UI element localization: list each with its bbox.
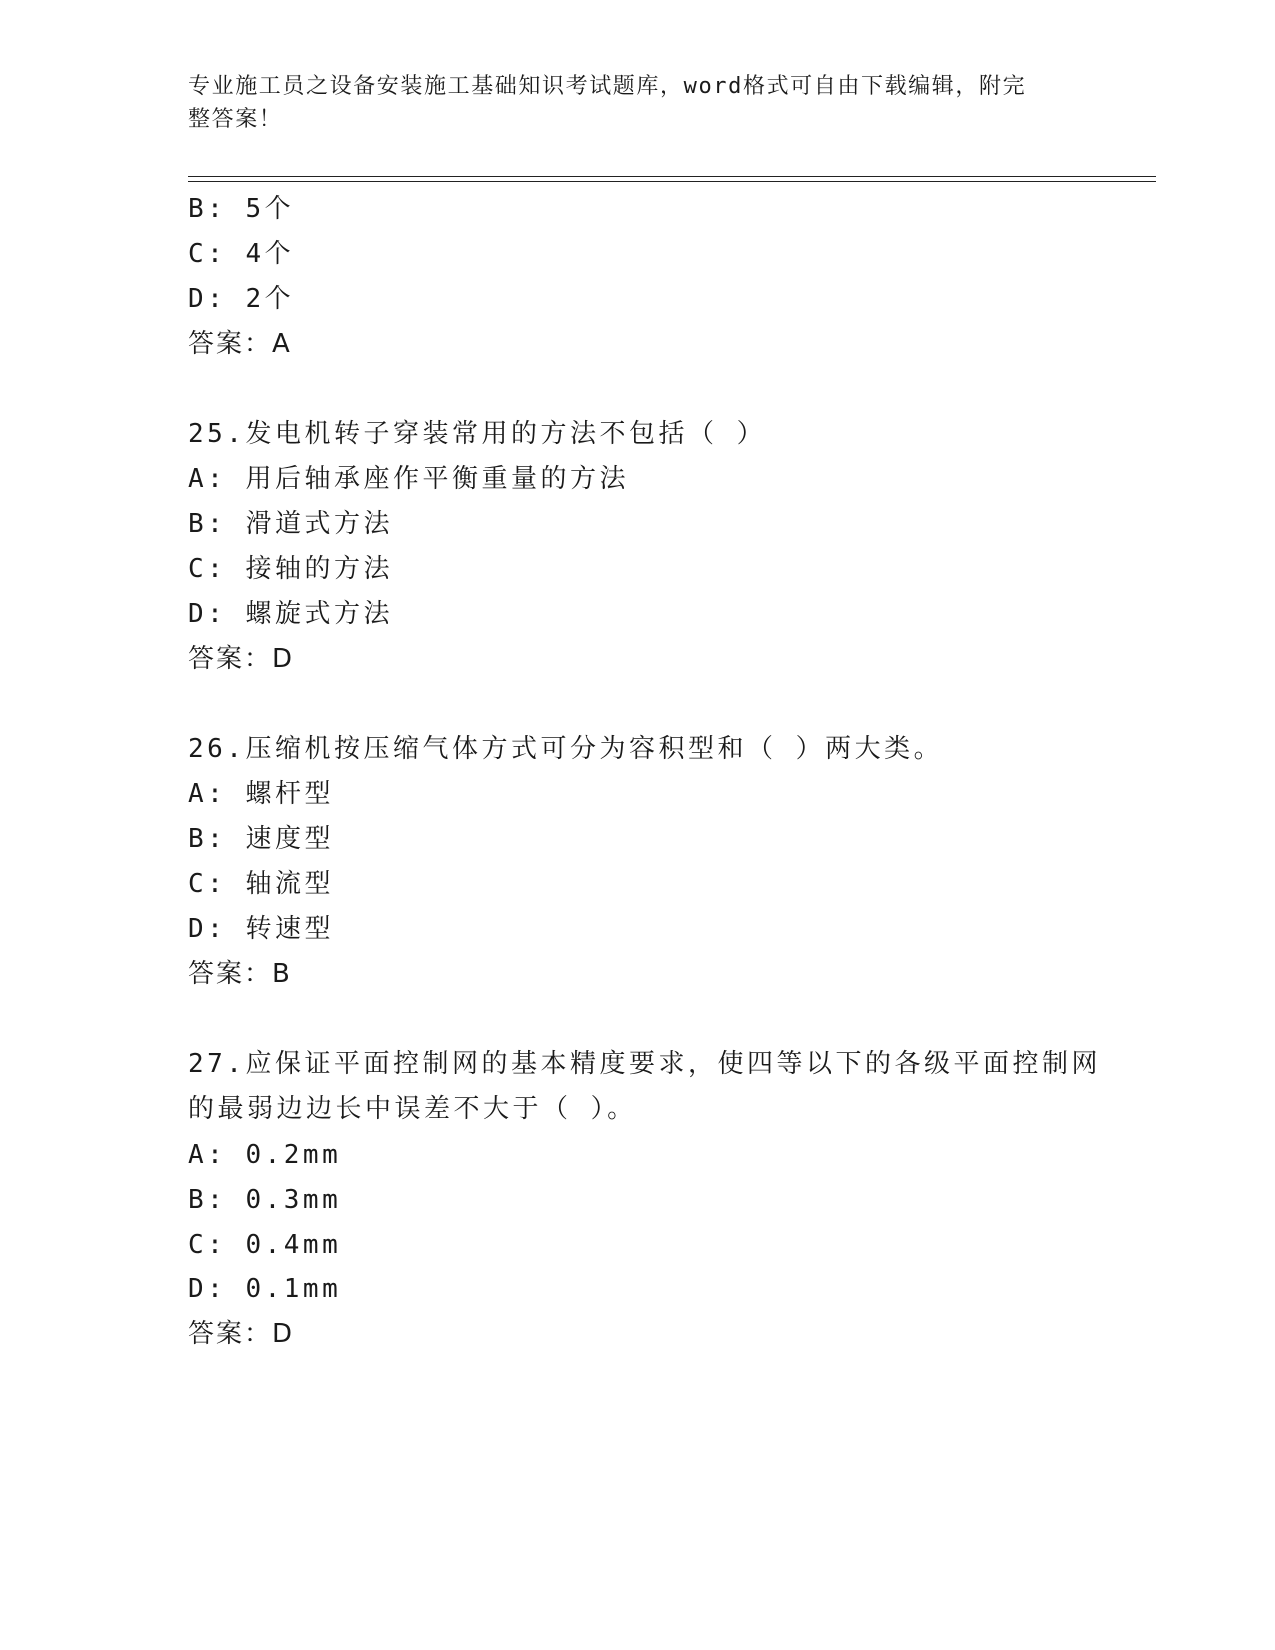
q25-question: 25.发电机转子穿装常用的方法不包括（ ） [188, 419, 767, 449]
q27-question-line-2: 的最弱边边长中误差不大于（ ）。 [188, 1094, 637, 1124]
document-header [188, 70, 1078, 136]
header-line-2: 整答案！ [188, 107, 283, 132]
q27-question-line-1: 27.应保证平面控制网的基本精度要求，使四等以下的各级平面控制网 [188, 1049, 1101, 1079]
q25-option-c: C: 接轴的方法 [188, 554, 393, 584]
q26-option-a: A: 螺杆型 [188, 779, 334, 809]
q26-answer: 答案：B [188, 959, 292, 989]
header-line-1: 专业施工员之设备安装施工基础知识考试题库，word格式可自由下载编辑，附完 [188, 74, 1027, 99]
q26-option-d: D: 转速型 [188, 914, 334, 944]
header-divider-bottom [188, 181, 1156, 182]
header-divider-top [188, 176, 1156, 177]
q24-option-c: C: 4个 [188, 239, 295, 269]
q26-option-b: B: 速度型 [188, 824, 334, 854]
q24-answer: 答案：A [188, 329, 292, 359]
q25-option-a: A: 用后轴承座作平衡重量的方法 [188, 464, 629, 494]
q24-option-d: D: 2个 [188, 284, 295, 314]
q27-option-d: D: 0.1mm [188, 1274, 342, 1304]
q26-option-c: C: 轴流型 [188, 869, 334, 899]
q25-option-b: B: 滑道式方法 [188, 509, 393, 539]
q26-question: 26.压缩机按压缩气体方式可分为容积型和（ ）两大类。 [188, 734, 944, 764]
q27-option-c: C: 0.4mm [188, 1230, 342, 1260]
q24-option-b: B: 5个 [188, 194, 295, 224]
q25-option-d: D: 螺旋式方法 [188, 599, 393, 629]
q27-answer: 答案：D [188, 1319, 295, 1349]
q27-option-a: A: 0.2mm [188, 1140, 342, 1170]
q27-option-b: B: 0.3mm [188, 1185, 342, 1215]
q25-answer: 答案：D [188, 644, 295, 674]
